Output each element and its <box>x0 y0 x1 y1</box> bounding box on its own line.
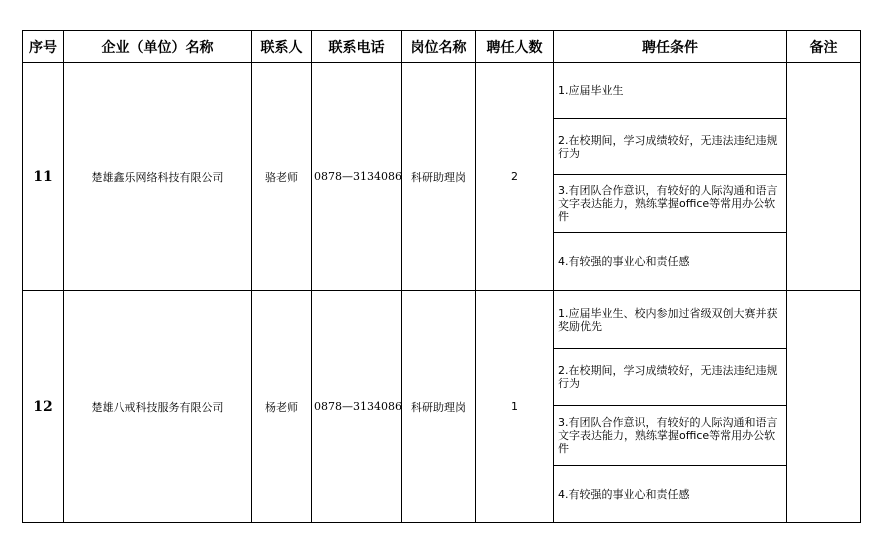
row-remarks <box>787 63 861 291</box>
recruitment-table-page <box>22 30 860 527</box>
row-seq: 11 <box>23 63 64 291</box>
recruitment-table <box>22 30 861 523</box>
row-contact: 骆老师 <box>252 63 312 291</box>
header-company: 企业（单位）名称 <box>64 31 252 63</box>
row-contact: 杨老师 <box>252 291 312 523</box>
row-condition: 4.有较强的事业心和责任感 <box>554 233 787 291</box>
row-phone: 0878—3134086 <box>312 63 402 291</box>
row-condition: 1.应届毕业生 <box>554 63 787 119</box>
row-condition: 3.有团队合作意识，有较好的人际沟通和语言文字表达能力，熟练掌握office等常用办公软件 <box>554 406 787 466</box>
header-contact: 联系人 <box>252 31 312 63</box>
row-condition: 3.有团队合作意识，有较好的人际沟通和语言文字表达能力，熟练掌握office等常用办公软件 <box>554 175 787 233</box>
row-phone: 0878—3134086 <box>312 291 402 523</box>
row-position: 科研助理岗 <box>402 291 476 523</box>
row-company: 楚雄鑫乐网络科技有限公司 <box>64 63 252 291</box>
header-seq: 序号 <box>23 31 64 63</box>
row-seq: 12 <box>23 291 64 523</box>
row-count: 2 <box>476 63 554 291</box>
row-condition: 1.应届毕业生、校内参加过省级双创大赛并获奖励优先 <box>554 291 787 349</box>
row-position: 科研助理岗 <box>402 63 476 291</box>
header-conditions: 聘任条件 <box>554 31 787 63</box>
row-condition: 2.在校期间，学习成绩较好，无违法违纪违规行为 <box>554 349 787 406</box>
row-company: 楚雄八戒科技服务有限公司 <box>64 291 252 523</box>
header-remarks: 备注 <box>787 31 861 63</box>
row-count: 1 <box>476 291 554 523</box>
row-remarks <box>787 291 861 523</box>
table-row <box>23 291 861 349</box>
row-condition: 4.有较强的事业心和责任感 <box>554 466 787 523</box>
header-count: 聘任人数 <box>476 31 554 63</box>
header-phone: 联系电话 <box>312 31 402 63</box>
header-row <box>23 31 861 63</box>
row-condition: 2.在校期间，学习成绩较好，无违法违纪违规行为 <box>554 119 787 175</box>
table-row <box>23 63 861 119</box>
header-position: 岗位名称 <box>402 31 476 63</box>
